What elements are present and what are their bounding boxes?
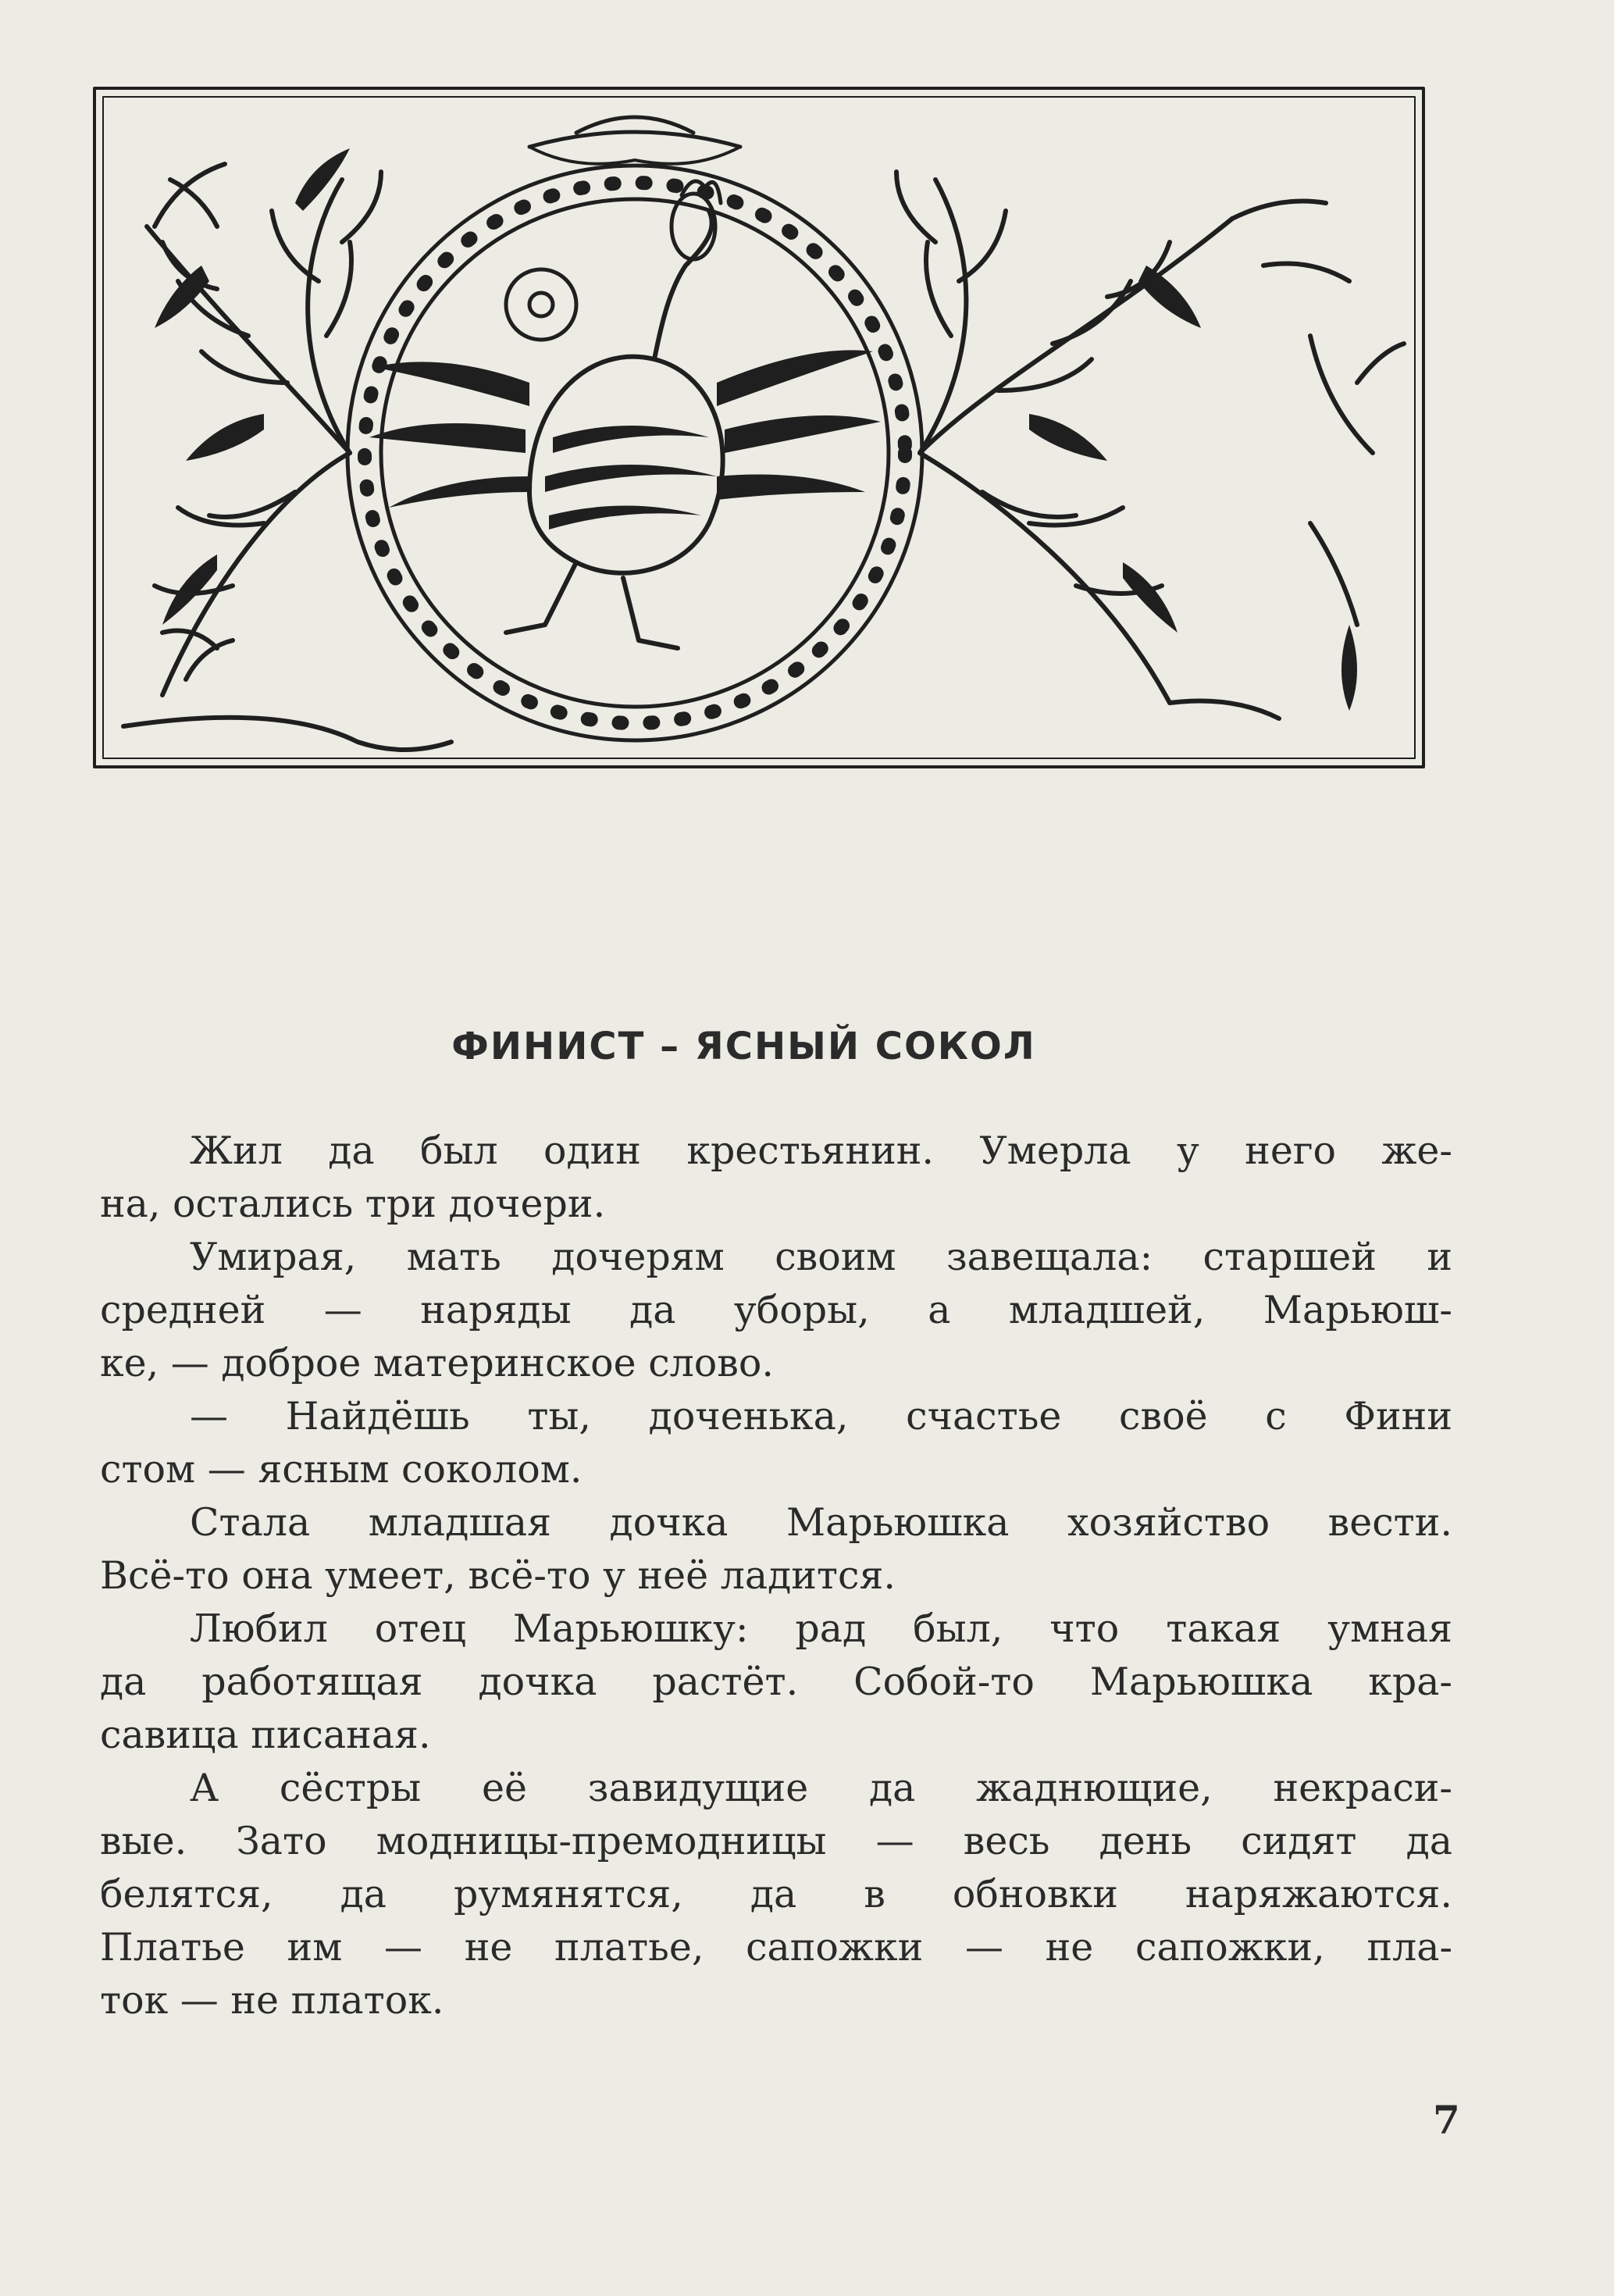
text-line: средней — наряды да уборы, а младшей, Марьюш- <box>100 1288 1452 1332</box>
text-line: стом — ясным соколом. <box>100 1447 583 1492</box>
story-paragraph <box>100 1390 1452 1496</box>
text-line: Любил отец Марьюшку: рад был, что такая умная <box>190 1606 1452 1651</box>
right-foliage <box>896 172 1404 718</box>
ornamental-header-illustration <box>92 86 1426 769</box>
flower-rosette <box>506 269 576 340</box>
text-line: Всё-то она умеет, всё-то у неё ладится. <box>100 1553 896 1598</box>
bird-medallion-svg <box>92 86 1426 769</box>
left-foliage <box>123 164 451 750</box>
text-line: белятся, да румянятся, да в обновки наряжаются. <box>100 1872 1452 1916</box>
story-body <box>100 1125 1452 2027</box>
text-line: А сёстры её завидущие да жаднющие, некраси- <box>190 1766 1452 1810</box>
story-paragraph <box>100 1496 1452 1603</box>
page-number: 7 <box>1433 2097 1460 2143</box>
text-line: Платье им — не платье, сапожки — не сапожки, пла- <box>100 1925 1452 1970</box>
text-line: Стала младшая дочка Марьюшка хозяйство вести. <box>190 1500 1452 1545</box>
text-line: Умирая, мать дочерям своим завещала: старшей и <box>190 1235 1452 1279</box>
text-line: — Найдёшь ты, доченька, счастье своё с Фини <box>190 1394 1452 1439</box>
story-paragraph <box>100 1231 1452 1390</box>
text-line: савица писаная. <box>100 1713 431 1757</box>
story-paragraph <box>100 1125 1452 1231</box>
medallion-ring-outer <box>347 166 922 740</box>
text-line: Жил да был один крестьянин. Умерла у него же- <box>190 1128 1452 1173</box>
text-line: вые. Зато модницы-премодницы — весь день сидят да <box>100 1819 1452 1863</box>
story-paragraph <box>100 1762 1452 2027</box>
story-title: ФИНИСТ – ЯСНЫЙ СОКОЛ <box>451 1025 1036 1068</box>
text-line: да работящая дочка растёт. Собой-то Марьюшка кра- <box>100 1660 1452 1704</box>
story-paragraph <box>100 1603 1452 1762</box>
text-line: на, остались три дочери. <box>100 1182 606 1226</box>
text-line: ке, — доброе материнское слово. <box>100 1341 774 1385</box>
medallion-pattern <box>365 183 905 723</box>
bird-figure <box>506 181 723 648</box>
text-line: ток — не платок. <box>100 1978 444 2023</box>
